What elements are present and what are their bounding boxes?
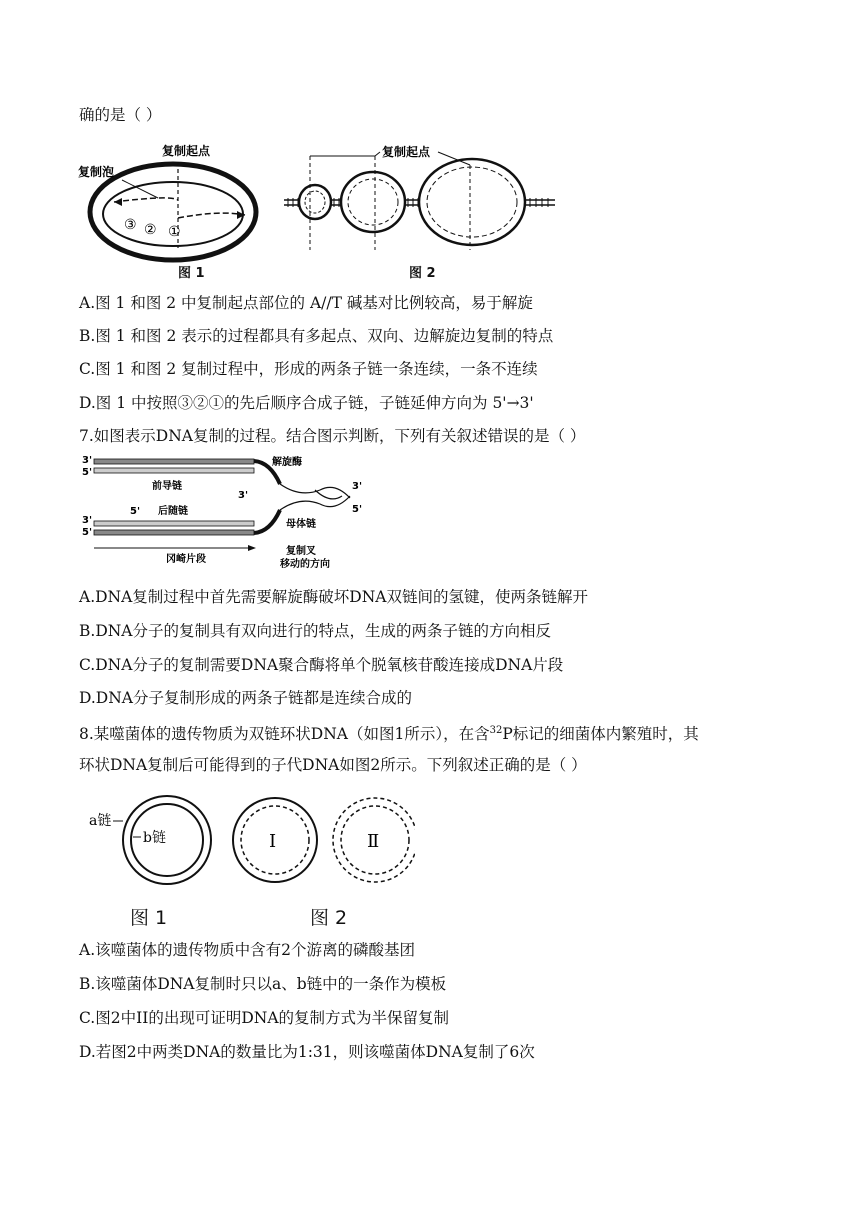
q8-superscript: 32: [489, 725, 503, 736]
label-1: ①: [168, 224, 181, 240]
fork-label-2: 移动的方向: [280, 559, 330, 570]
q7-replication-fork-figure: [80, 454, 380, 572]
fig2-origin-label: 复制起点: [382, 145, 431, 159]
q7-stem: 7.如图表示DNA复制的过程。结合图示判断，下列有关叙述错误的是（ ）: [79, 427, 586, 445]
mid3: 3': [238, 490, 249, 501]
q6-figure-2: [280, 140, 565, 270]
q8-stem-a: 8.某噬菌体的遗传物质为双链环状DNA（如图1所示），在含: [79, 725, 490, 744]
label-3: ③: [124, 217, 137, 233]
q6-figure-1: [70, 140, 270, 285]
dna-type-1: Ⅰ: [269, 831, 277, 852]
label-2: ②: [144, 222, 157, 238]
fig1-caption: 图 1: [178, 266, 205, 281]
q6-option-d: D.图 1 中按照③②①的先后顺序合成子链，子链延伸方向为 5'→3': [79, 394, 534, 412]
okazaki-label: 冈崎片段: [166, 554, 206, 565]
fork-label-1: 复制叉: [286, 546, 316, 557]
q8-fig1-caption: 图 1: [130, 907, 168, 929]
q8-option-c: C.图2中II的出现可证明DNA的复制方式为半保留复制: [79, 1009, 450, 1027]
dna-type-2: Ⅱ: [367, 831, 380, 852]
replication-bubble-label: 复制泡: [78, 165, 115, 179]
q6-option-a: A.图 1 和图 2 中复制起点部位的 A//T 碱基对比例较高，易于解旋: [79, 294, 533, 312]
q8-fig2-caption: 图 2: [310, 907, 348, 929]
q8-option-b: B.该噬菌体DNA复制时只以a、b链中的一条作为模板: [79, 975, 447, 993]
a-chain-label: a链: [89, 813, 112, 829]
p3a: 3': [82, 455, 93, 466]
q8-stem-line1: [79, 720, 699, 745]
q7-option-a: A.DNA复制过程中首先需要解旋酶破坏DNA双链间的氢键，使两条链解开: [79, 588, 588, 606]
q6-option-b: B.图 1 和图 2 表示的过程都具有多起点、双向、边解旋边复制的特点: [79, 327, 554, 345]
fig1-origin-label: 复制起点: [162, 144, 211, 158]
fig2-caption: 图 2: [409, 266, 436, 281]
q8-option-a: A.该噬菌体的遗传物质中含有2个游离的磷酸基团: [79, 941, 415, 959]
q8-stem-b: P标记的细菌体内繁殖时，其: [502, 725, 699, 744]
q6-option-c: C.图 1 和图 2 复制过程中，形成的两条子链一条连续，一条不连续: [79, 360, 538, 378]
lagging-strand-label: 后随链: [158, 506, 188, 517]
p5b: 5': [82, 527, 93, 538]
parent-strand-label: 母体链: [286, 519, 316, 530]
q8-stem-line2: 环状DNA复制后可能得到的子代DNA如图2所示。下列叙述正确的是（ ）: [79, 756, 587, 774]
p3b: 3': [82, 515, 93, 526]
p5a: 5': [82, 467, 93, 478]
r5: 5': [352, 504, 363, 515]
q7-option-d: D.DNA分子复制形成的两条子链都是连续合成的: [79, 689, 412, 707]
leading-strand-label: 前导链: [152, 481, 182, 492]
q6-stem-tail: 确的是（ ）: [79, 106, 162, 124]
q7-option-b: B.DNA分子的复制具有双向进行的特点，生成的两条子链的方向相反: [79, 622, 552, 640]
q8-option-d: D.若图2中两类DNA的数量比为1:31，则该噬菌体DNA复制了6次: [79, 1043, 535, 1061]
lag5: 5': [130, 506, 141, 517]
r3: 3': [352, 481, 363, 492]
helicase-label: 解旋酶: [272, 457, 302, 468]
b-chain-label: b链: [143, 830, 166, 846]
q7-option-c: C.DNA分子的复制需要DNA聚合酶将单个脱氧核苷酸连接成DNA片段: [79, 656, 564, 674]
